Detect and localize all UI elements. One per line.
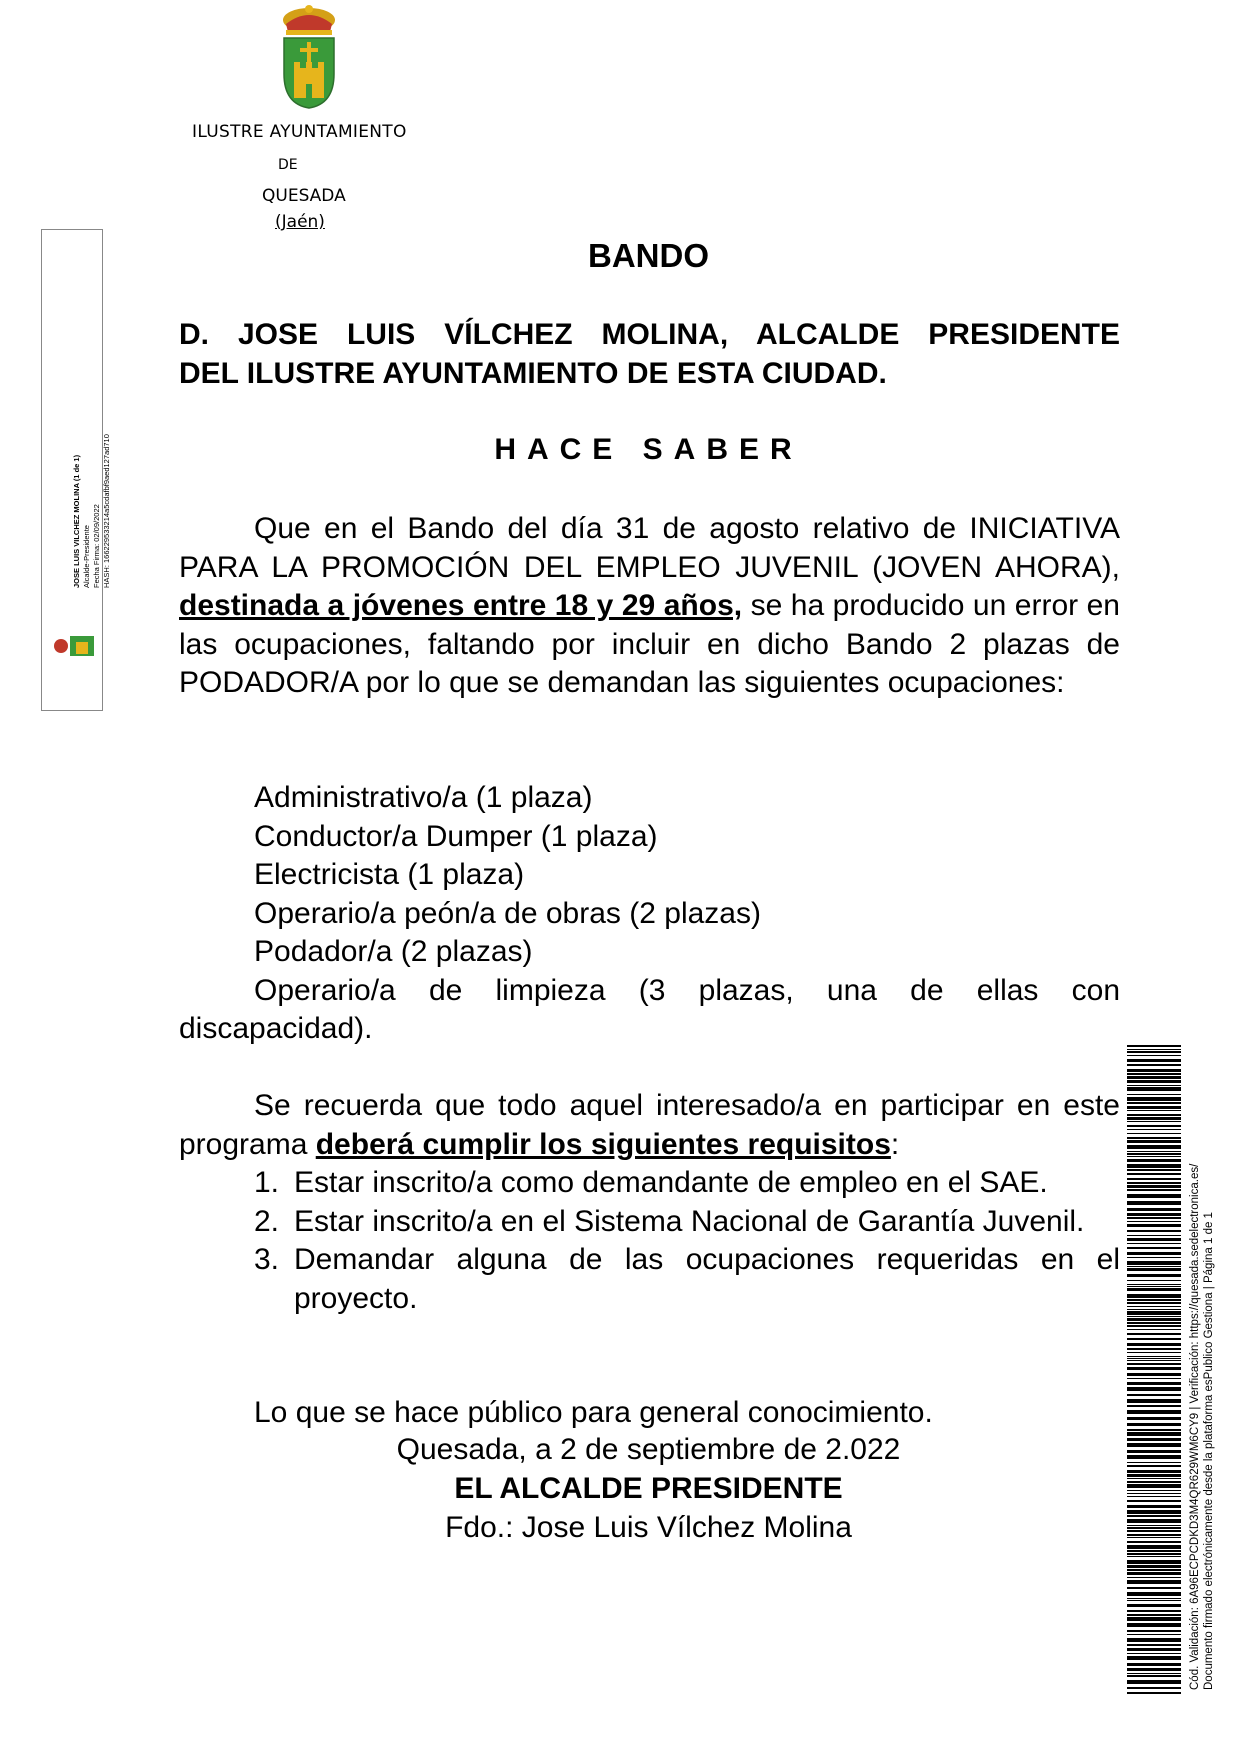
barcode-bar — [1127, 1363, 1181, 1365]
barcode-bar — [1127, 1299, 1181, 1301]
barcode-bar — [1127, 1294, 1181, 1298]
barcode-bar — [1127, 1045, 1181, 1047]
requirement-text: Estar inscrito/a como demandante de empleo en el SAE. — [294, 1166, 1048, 1199]
header-town: QUESADA — [262, 186, 346, 206]
barcode-bar — [1127, 1333, 1181, 1335]
validation-code: Cód. Validación: 6A96ECPCDKD3M4QR629WM6CY9 | Verificación: https://quesada.sedelectronica.es/ — [1189, 1163, 1201, 1690]
barcode-bar — [1127, 1097, 1181, 1101]
signatory-title: EL ALCALDE PRESIDENTE — [454, 1472, 843, 1505]
barcode-bar — [1127, 1630, 1181, 1632]
barcode-bar — [1127, 1261, 1181, 1265]
barcode-bar — [1127, 1076, 1181, 1079]
barcode-bar — [1127, 1140, 1181, 1143]
coat-of-arms-icon — [278, 4, 340, 110]
barcode-bar — [1127, 1358, 1181, 1359]
barcode-bar — [1127, 1311, 1181, 1315]
list-item: Operario/a peón/a de obras (2 plazas) — [254, 896, 761, 930]
barcode-bar — [1127, 1423, 1181, 1426]
header-province: (Jaén) — [275, 212, 325, 232]
barcode-icon — [1127, 1045, 1181, 1695]
barcode-bar — [1127, 1221, 1181, 1222]
barcode-bar — [1127, 1656, 1181, 1660]
place-and-date: Quesada, a 2 de septiembre de 2.022 — [396, 1433, 901, 1466]
barcode-bar — [1127, 1137, 1181, 1139]
closing-statement: Lo que se hace público para general conocimiento. — [254, 1396, 933, 1429]
barcode-bar — [1127, 1217, 1181, 1219]
list-item: Electricista (1 plaza) — [254, 858, 525, 891]
barcode-bar — [1127, 1617, 1181, 1621]
barcode-bar — [1127, 1284, 1181, 1285]
barcode-bar — [1127, 1373, 1181, 1376]
barcode-bar — [1127, 1410, 1181, 1414]
mayor-heading-line1: D. JOSE LUIS VÍLCHEZ MOLINA, ALCALDE PRESIDENTE — [179, 318, 1120, 351]
announcement-paragraph — [179, 510, 1120, 703]
barcode-bar — [1127, 1352, 1181, 1353]
barcode-bar — [1127, 1064, 1181, 1066]
barcode-bar — [1127, 1405, 1181, 1407]
requirement-item — [179, 1241, 1120, 1318]
signature-date: Fecha Firma: 02/09/2022 — [92, 504, 101, 588]
barcode-bar — [1127, 1638, 1181, 1642]
list-item: Operario/a de limpieza (3 plazas, una de ellas con discapacidad). — [179, 973, 1120, 1045]
barcode-bar — [1127, 1343, 1181, 1346]
barcode-bar — [1127, 1550, 1181, 1552]
barcode-bar — [1127, 1169, 1181, 1171]
barcode-bar — [1127, 1653, 1181, 1654]
hace-saber-heading: HACE SABER — [494, 433, 803, 466]
barcode-bar — [1127, 1553, 1181, 1555]
barcode-bar — [1127, 1675, 1181, 1677]
barcode-bar — [1127, 1614, 1181, 1616]
barcode-bar — [1127, 1087, 1181, 1091]
barcode-bar — [1127, 1230, 1181, 1232]
para1-text-end: se ha producido un error en las ocupaciones, faltando por incluir en dicho Bando 2 plazas de PODADOR/A por lo que se demandan las siguientes ocupaciones: — [179, 589, 1120, 699]
requirements-list — [179, 1164, 1120, 1318]
barcode-bar — [1127, 1121, 1181, 1122]
barcode-bar — [1127, 1329, 1181, 1330]
barcode-bar — [1127, 1069, 1181, 1072]
barcode-bar — [1127, 1257, 1181, 1258]
barcode-bar — [1127, 1164, 1181, 1168]
barcode-bar — [1127, 1133, 1181, 1134]
barcode-bar — [1127, 1687, 1181, 1689]
barcode-bar — [1127, 1598, 1181, 1599]
barcode-bar — [1127, 1668, 1181, 1671]
barcode-bar — [1127, 1247, 1181, 1249]
para2-text-start: Se recuerda que todo aquel interesado/a en participar en este programa — [179, 1089, 1120, 1161]
barcode-bar — [1127, 1194, 1181, 1198]
barcode-bar — [1127, 1572, 1181, 1575]
barcode-bar — [1127, 1094, 1181, 1095]
header-municipality-line: ILUSTRE AYUNTAMIENTO — [192, 122, 407, 142]
barcode-bar — [1127, 1059, 1181, 1062]
barcode-bar — [1127, 1429, 1181, 1431]
para1-text-start: Que en el Bando del día 31 de agosto relativo de INICIATIVA PARA LA PROMOCIÓN DEL EMPLEO JUVENIL (JOVEN AHORA), — [179, 512, 1120, 584]
barcode-bar — [1127, 1280, 1181, 1281]
barcode-bar — [1127, 1356, 1181, 1357]
barcode-bar — [1127, 1153, 1181, 1155]
barcode-bar — [1127, 1185, 1181, 1188]
barcode-bar — [1127, 1556, 1181, 1557]
barcode-bar — [1127, 1182, 1181, 1184]
barcode-bar — [1127, 1051, 1181, 1053]
header-preposition: DE — [278, 157, 298, 173]
barcode-bar — [1127, 1644, 1181, 1646]
requirement-number: 2. — [254, 1204, 280, 1238]
barcode-bar — [1127, 1252, 1181, 1255]
barcode-bar — [1127, 1692, 1181, 1694]
barcode-bar — [1127, 1085, 1181, 1086]
list-item: Administrativo/a (1 plaza) — [254, 781, 593, 814]
barcode-bar — [1127, 1268, 1181, 1271]
barcode-bar — [1127, 1159, 1181, 1162]
barcode-bar — [1127, 1110, 1181, 1111]
barcode-bar — [1127, 1600, 1181, 1601]
validation-info — [1188, 1110, 1216, 1690]
barcode-bar — [1127, 1288, 1181, 1291]
para2-emphasis: deberá cumplir los siguientes requisitos — [315, 1127, 891, 1161]
barcode-bar — [1127, 1208, 1181, 1211]
barcode-bar — [1127, 1309, 1181, 1310]
barcode-bar — [1127, 1080, 1181, 1083]
barcode-bar — [1127, 1055, 1181, 1056]
barcode-bar — [1127, 1623, 1181, 1627]
barcode-bar — [1127, 1173, 1181, 1175]
small-crest-icon — [52, 632, 96, 660]
barcode-bar — [1127, 1648, 1181, 1651]
document-title: BANDO — [588, 237, 709, 274]
barcode-bar — [1127, 1399, 1181, 1403]
occupations-list — [179, 779, 1120, 1049]
barcode-bar — [1127, 1325, 1181, 1327]
barcode-bar — [1127, 1049, 1181, 1050]
barcode-bar — [1127, 1569, 1181, 1571]
barcode-bar — [1127, 1387, 1181, 1391]
barcode-bar — [1127, 1178, 1181, 1180]
barcode-bar — [1127, 1577, 1181, 1578]
barcode-bar — [1127, 1102, 1181, 1104]
requirement-number: 1. — [254, 1166, 280, 1199]
barcode-bar — [1127, 1117, 1181, 1120]
signature-hash: HASH: 166229533214a5cdafbf9aed127ad710 — [102, 434, 111, 588]
barcode-bar — [1127, 1673, 1181, 1674]
barcode-bar — [1127, 1073, 1181, 1075]
barcode-bar — [1127, 1604, 1181, 1607]
barcode-bar — [1127, 1367, 1181, 1370]
mayor-heading-line2: DEL ILUSTRE AYUNTAMIENTO DE ESTA CIUDAD. — [179, 356, 887, 390]
requirement-text: Estar inscrito/a en el Sistema Nacional de Garantía Juvenil. — [294, 1204, 1085, 1238]
barcode-bar — [1127, 1348, 1181, 1350]
barcode-bar — [1127, 1382, 1181, 1385]
barcode-bar — [1127, 1378, 1181, 1379]
barcode-bar — [1127, 1560, 1181, 1564]
barcode-bar — [1127, 1213, 1181, 1216]
mayor-heading — [179, 316, 1120, 393]
barcode-bar — [1127, 1114, 1181, 1116]
signatory-name: Fdo.: Jose Luis Vílchez Molina — [445, 1511, 852, 1544]
barcode-bar — [1127, 1286, 1181, 1287]
para1-emphasis: destinada a jóvenes entre 18 y 29 años, — [179, 589, 743, 622]
barcode-bar — [1127, 1545, 1181, 1549]
para2-text-end: : — [890, 1127, 900, 1161]
barcode-bar — [1127, 1243, 1181, 1244]
barcode-bar — [1127, 1394, 1181, 1396]
barcode-bar — [1127, 1306, 1181, 1307]
barcode-bar — [1127, 1302, 1181, 1304]
list-item: Conductor/a Dumper (1 plaza) — [254, 819, 658, 853]
requirement-number: 3. — [254, 1243, 280, 1276]
barcode-bar — [1127, 1201, 1181, 1205]
barcode-bar — [1127, 1274, 1181, 1277]
barcode-bar — [1127, 1151, 1181, 1152]
barcode-bar — [1127, 1106, 1181, 1109]
barcode-bar — [1127, 1338, 1181, 1340]
barcode-bar — [1127, 1592, 1181, 1596]
barcode-bar — [1127, 1266, 1181, 1267]
barcode-bar — [1127, 1565, 1181, 1568]
list-item: Podador/a (2 plazas) — [254, 935, 533, 968]
requirement-item — [179, 1203, 1120, 1242]
barcode-bar — [1127, 1189, 1181, 1191]
barcode-bar — [1127, 1634, 1181, 1635]
barcode-bar — [1127, 1680, 1181, 1684]
barcode-bar — [1127, 1610, 1181, 1612]
barcode-bar — [1127, 1156, 1181, 1157]
barcode-bar — [1127, 1318, 1181, 1321]
barcode-bar — [1127, 1417, 1181, 1420]
barcode-bar — [1127, 1145, 1181, 1149]
signer-name: JOSE LUIS VILCHEZ MOLINA (1 de 1) — [72, 454, 81, 588]
barcode-bar — [1127, 1238, 1181, 1241]
validation-platform: Documento firmado electrónicamente desde la plataforma esPublico Gestiona | Página 1 de 1 — [1203, 1212, 1215, 1690]
requirements-intro — [179, 1087, 1120, 1164]
barcode-bar — [1127, 1316, 1181, 1317]
signer-role: Alcalde-Presidente — [82, 525, 91, 588]
barcode-bar — [1127, 1663, 1181, 1666]
requirement-item — [179, 1164, 1120, 1203]
barcode-bar — [1127, 1235, 1181, 1236]
barcode-bar — [1127, 1360, 1181, 1361]
requirement-text: Demandar alguna de las ocupaciones requeridas en el proyecto. — [294, 1243, 1120, 1315]
barcode-bar — [1127, 1580, 1181, 1584]
barcode-bar — [1127, 1587, 1181, 1589]
barcode-bar — [1127, 1125, 1181, 1127]
barcode-bar — [1127, 1322, 1181, 1324]
barcode-bar — [1127, 1224, 1181, 1227]
barcode-bar — [1127, 1129, 1181, 1130]
